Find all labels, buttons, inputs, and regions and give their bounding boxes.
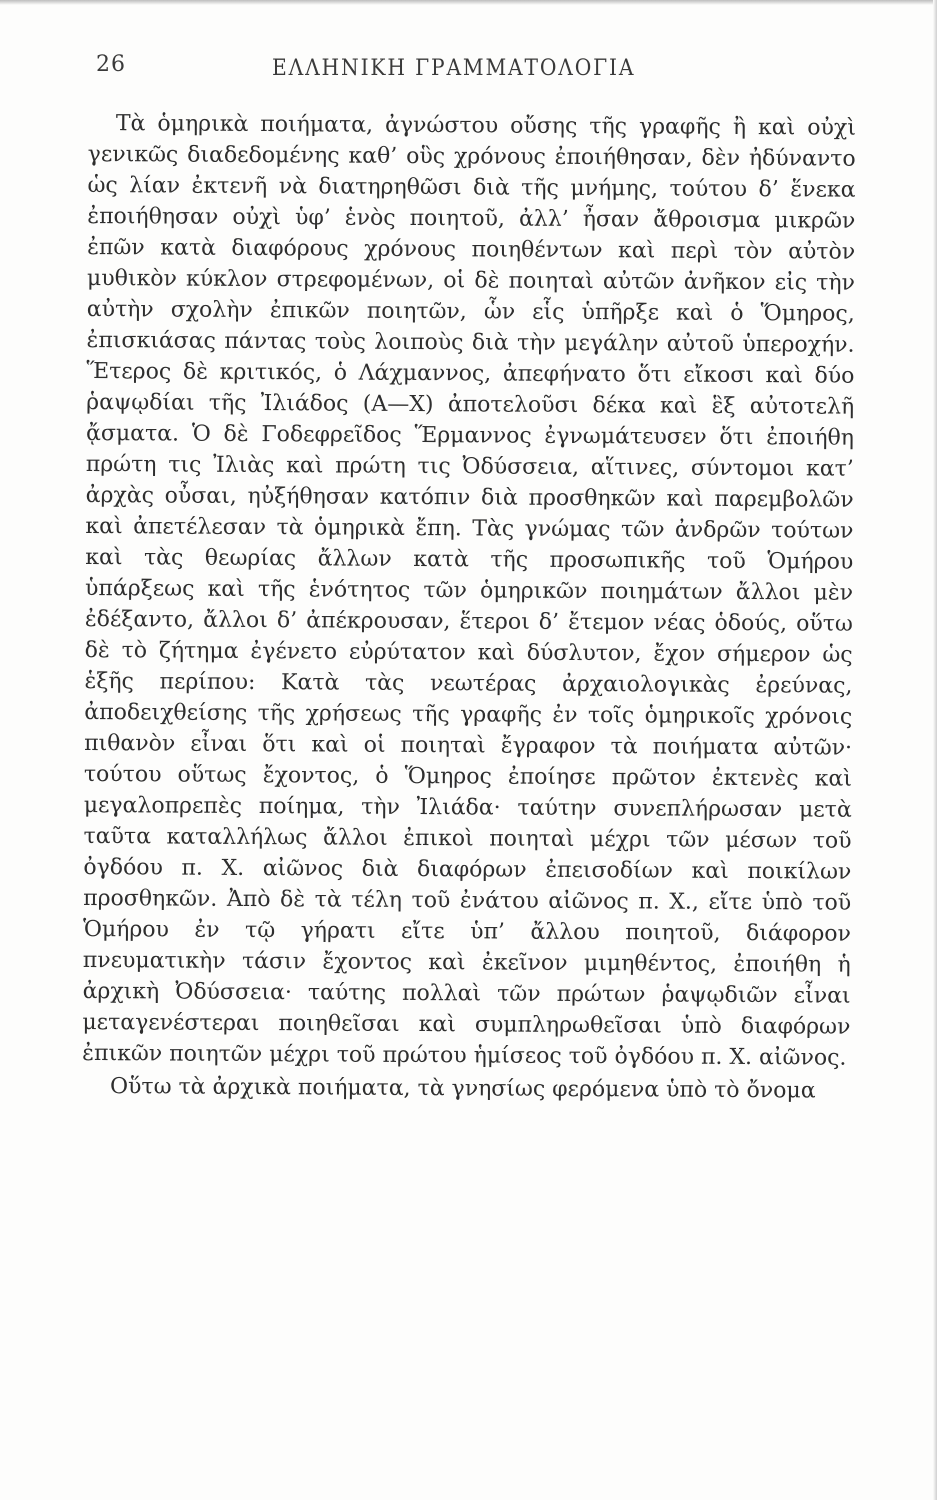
paragraph-continuation: Οὕτω τὰ ἀρχικὰ ποιήματα, τὰ γνησίως φερόμενα ὑπὸ τὸ ὄνομα (109, 1074, 816, 1104)
page-number: 26 (96, 52, 126, 77)
page-header (92, 50, 852, 90)
body-text (82, 108, 856, 1107)
running-title: ΕΛΛΗΝΙΚΗ ΓΡΑΜΜΑΤΟΛΟΓΙΑ (272, 56, 636, 81)
page-right-edge-shadow (933, 0, 937, 1500)
paragraph-homeric-question: Τὰ ὁμηρικὰ ποιήματα, ἀγνώστου οὔσης τῆς γραφῆς ἢ καὶ οὐχὶ γενικῶς διαδεδομένης καθ’ οὓς χρόνους ἐποιήθησαν, δὲν ἠδύναντο ὡς λίαν ἐκτενῆ νὰ διατηρηθῶσι διὰ τῆς μνήμης, τούτου δ’ ἕνεκα ἐποιήθησαν οὐχὶ ὑφ’ ἑνὸς ποιητοῦ, ἀλλ’ ἦσαν ἄθροισμα μικρῶν ἐπῶν κατὰ διαφόρους χρόνους ποιηθέντων καὶ περὶ τὸν αὐτὸν μυθικὸν κύκλον στρεφομένων, οἱ δὲ ποιηταὶ αὐτῶν ἀνῆκον εἰς τὴν αὐτὴν σχολὴν ἐπικῶν ποιητῶν, ὧν εἷς ὑπῆρξε καὶ ὁ Ὅμηρος, ἐπισκιάσας πάντας τοὺς λοιποὺς διὰ τὴν μεγάλην αὐτοῦ ὑπεροχήν. Ἕτερος δὲ κριτικός, ὁ Λάχμαννος, ἀπεφήνατο ὅτι εἴκοσι καὶ δύο ῥαψῳδίαι τῆς Ἰλιάδος (Α—Χ) ἀποτελοῦσι δέκα καὶ ἓξ αὐτοτελῆ ᾄσματα. Ὁ δὲ Γοδεφρεῖδος Ἕρμαννος ἐγνωμάτευσεν ὅτι ἐποιήθη πρώτη τις Ἰλιὰς καὶ πρώτη τις Ὀδύσσεια, αἵτινες, σύντομοι κατ’ ἀρχὰς οὖσαι, ηὐξήθησαν κατόπιν διὰ προσθηκῶν καὶ παρεμβολῶν καὶ ἀπετέλεσαν τὰ ὁμηρικὰ ἔπη. Τὰς γνώμας τῶν ἀνδρῶν τούτων καὶ τὰς θεωρίας ἄλλων κατὰ τῆς προσωπικῆς τοῦ Ὁμήρου ὑπάρξεως καὶ τῆς ἑνότητος τῶν ὁμηρικῶν ποιημάτων ἄλλοι μὲν ἐδέξαντο, ἄλλοι δ’ ἀπέκρουσαν, ἕτεροι δ’ ἔτεμον νέας ὁδούς, οὕτω δὲ τὸ ζήτημα ἐγένετο εὐρύτατον καὶ δύσλυτον, ἔχον σήμερον ὡς ἑξῆς περίπου: Κατὰ τὰς νεωτέρας ἀρχαιολογικὰς ἐρεύνας, ἀποδειχθείσης τῆς χρήσεως τῆς γραφῆς ἐν τοῖς ὁμηρικοῖς χρόνοις πιθανὸν εἶναι ὅτι καὶ οἱ ποιηταὶ ἔγραφον τὰ ποιήματα αὐτῶν· τούτου οὕτως ἔχοντος, ὁ Ὅμηρος ἐποίησε πρῶτον ἐκτενὲς καὶ μεγαλοπρεπὲς ποίημα, τὴν Ἰλιάδα· ταύτην συνεπλήρωσαν μετὰ ταῦτα καταλλήλως ἄλλοι ἐπικοὶ ποιηταὶ μέχρι τῶν μέσων τοῦ ὀγδόου π. Χ. αἰῶνος διὰ διαφόρων ἐπεισοδίων καὶ ποικίλων προσθηκῶν. Ἀπὸ δὲ τὰ τέλη τοῦ ἐνάτου αἰῶνος π. Χ., εἴτε ὑπὸ τοῦ Ὁμήρου ἐν τῷ γήρατι εἴτε ὑπ’ ἄλλου ποιητοῦ, διάφορον πνευματικὴν τάσιν ἔχοντος καὶ ἐκεῖνον μιμηθέντος, ἐποιήθη ἡ ἀρχικὴ Ὀδύσσεια· ταύτης πολλαὶ τῶν πρώτων ῥαψῳδιῶν εἶναι μεταγενέστεραι ποιηθεῖσαι καὶ συμπληρωθεῖσαι ὑπὸ διαφόρων ἐπικῶν ποιητῶν μέχρι τοῦ πρώτου ἡμίσεος τοῦ ὀγδόου π. Χ. αἰῶνος. (82, 111, 856, 1071)
page-top-edge-shadow (0, 0, 937, 5)
